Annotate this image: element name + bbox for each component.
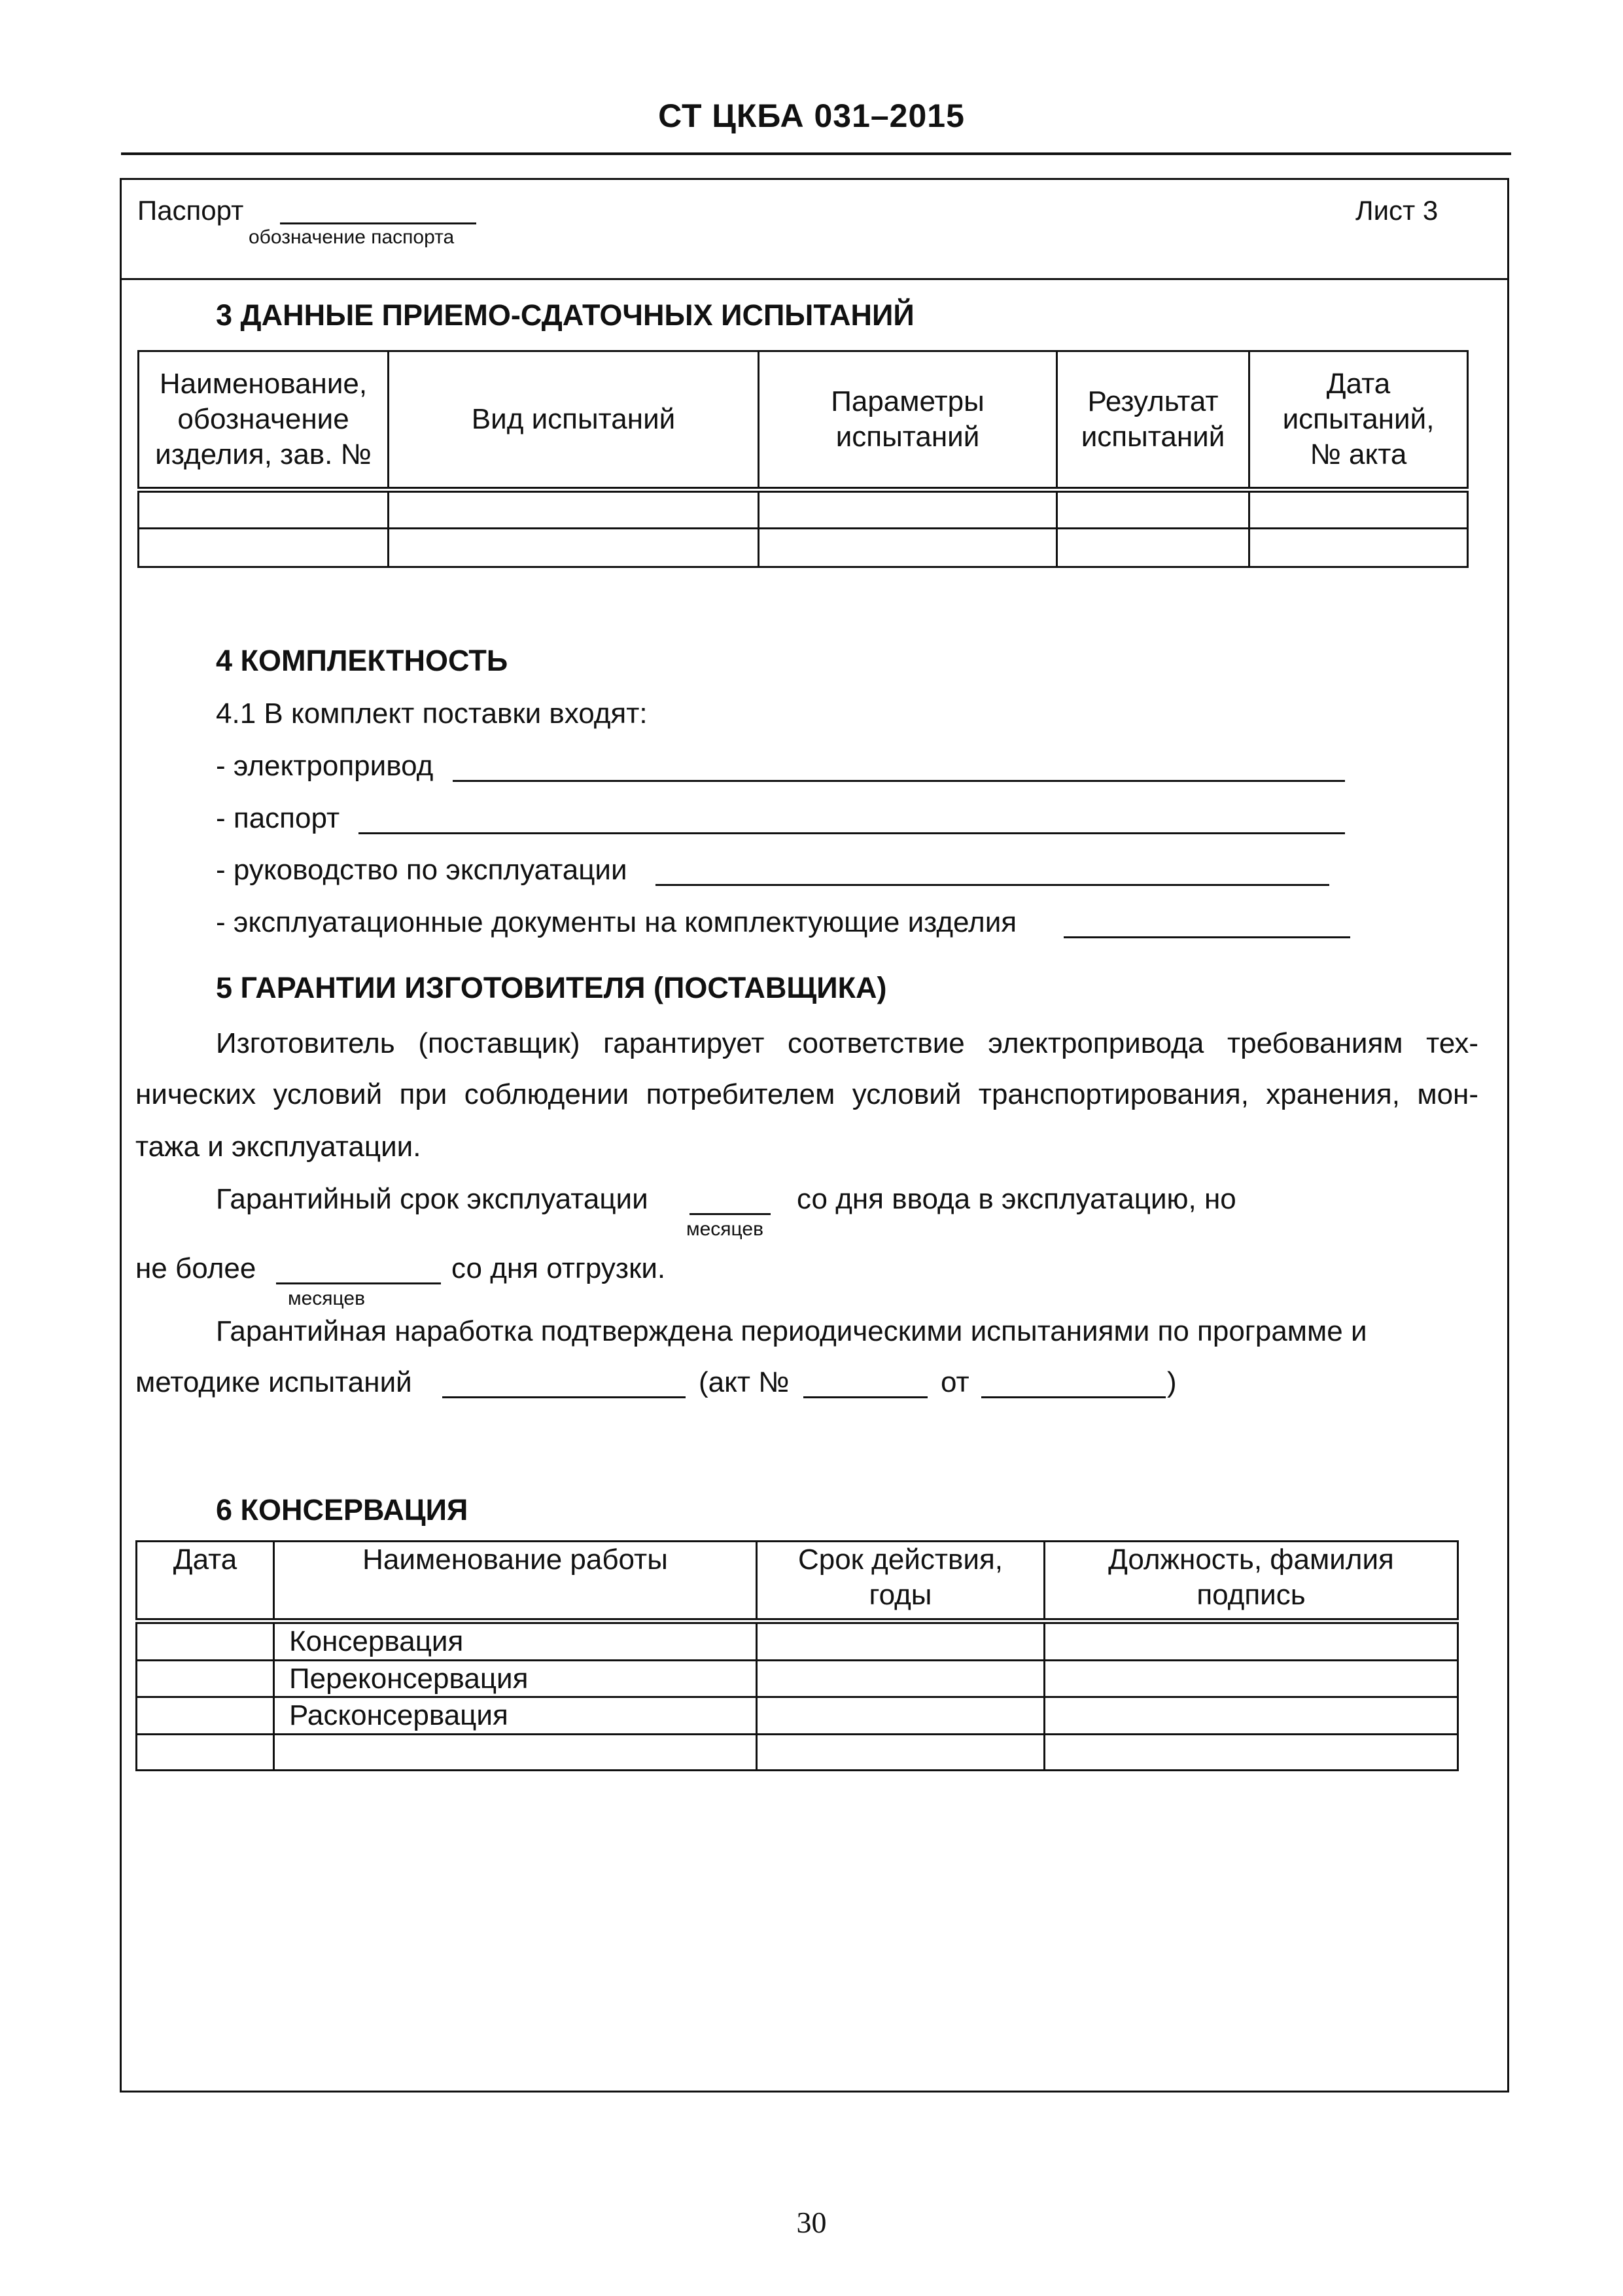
kit-item-drive-field[interactable]	[453, 780, 1345, 782]
passport-designation-caption: обозначение паспорта	[249, 226, 455, 248]
table-cell[interactable]	[759, 529, 1057, 567]
table-cell[interactable]	[389, 529, 759, 567]
table-row	[137, 1660, 1458, 1697]
work-deconservation: Расконсервация	[274, 1697, 757, 1735]
column-header-work-name: Наименование работы	[274, 1542, 757, 1621]
warranty-max-text: со дня отгрузки.	[451, 1252, 666, 1284]
table-cell[interactable]	[1249, 529, 1468, 567]
table-cell[interactable]	[757, 1697, 1045, 1735]
section-5-title: 5 ГАРАНТИИ ИЗГОТОВИТЕЛЯ (ПОСТАВЩИКА)	[216, 971, 887, 1004]
table-row	[139, 490, 1468, 529]
act-number-label: (акт №	[699, 1366, 790, 1398]
kit-item-passport: - паспорт	[216, 802, 340, 834]
table-cell[interactable]	[1045, 1735, 1458, 1771]
table-cell[interactable]	[137, 1697, 274, 1735]
column-header-position-signature: Должность, фамилия подпись	[1045, 1542, 1458, 1621]
kit-item-component-docs: - эксплуатационные документы на комплектующие изделия	[216, 906, 1017, 938]
table-cell[interactable]	[139, 529, 389, 567]
table-cell[interactable]	[137, 1735, 274, 1771]
table-cell[interactable]	[1249, 490, 1468, 529]
table-cell[interactable]	[137, 1621, 274, 1661]
warranty-period-text: со дня ввода в эксплуатацию, но	[797, 1183, 1236, 1215]
table-cell[interactable]	[759, 490, 1057, 529]
table-cell[interactable]	[757, 1621, 1045, 1661]
passport-label: Паспорт	[137, 195, 244, 226]
section-4-title: 4 КОМПЛЕКТНОСТЬ	[216, 644, 508, 677]
table-row	[137, 1735, 1458, 1771]
table-cell[interactable]	[139, 490, 389, 529]
warranty-paragraph-line-1: Изготовитель (поставщик) гарантирует соответствие электропривода требованиям тех-	[216, 1027, 1478, 1059]
kit-item-manual-field[interactable]	[655, 884, 1329, 886]
column-header-test-result: Результат испытаний	[1057, 351, 1249, 490]
table-cell[interactable]	[757, 1735, 1045, 1771]
table-cell[interactable]	[757, 1660, 1045, 1697]
column-header-test-date: Дата испытаний, № акта	[1249, 351, 1468, 490]
section-4-intro: 4.1 В комплект поставки входят:	[216, 698, 648, 730]
document-code: СТ ЦКБА 031–2015	[658, 97, 965, 134]
warranty-max-label: не более	[135, 1252, 256, 1284]
kit-item-drive: - электропривод	[216, 750, 434, 782]
table-row	[139, 529, 1468, 567]
table-cell[interactable]	[389, 490, 759, 529]
table-cell[interactable]	[274, 1735, 757, 1771]
kit-item-component-docs-field[interactable]	[1064, 936, 1350, 938]
frame-header-rule	[120, 278, 1509, 280]
conservation-table	[135, 1540, 1459, 1771]
table-row	[137, 1621, 1458, 1661]
act-date-label: от	[941, 1366, 969, 1398]
warranty-max-field[interactable]	[276, 1282, 441, 1284]
table-cell[interactable]	[1045, 1621, 1458, 1661]
operating-time-line-1: Гарантийная наработка подтверждена периодическими испытаниями по программе и	[216, 1315, 1367, 1347]
column-header-test-type: Вид испытаний	[389, 351, 759, 490]
column-header-item: Наименование, обозначение изделия, зав. №	[139, 351, 389, 490]
warranty-period-field[interactable]	[689, 1213, 771, 1215]
warranty-period-caption: месяцев	[686, 1218, 764, 1240]
table-cell[interactable]	[1057, 529, 1249, 567]
passport-designation-field[interactable]	[280, 222, 476, 224]
page-number: 30	[796, 2206, 827, 2239]
warranty-paragraph-line-3: тажа и эксплуатации.	[135, 1131, 421, 1163]
acceptance-tests-table	[137, 350, 1469, 568]
kit-item-passport-field[interactable]	[358, 832, 1345, 834]
header-rule	[121, 152, 1511, 155]
test-methodology-field[interactable]	[442, 1396, 686, 1398]
warranty-max-caption: месяцев	[288, 1288, 366, 1309]
section-6-title: 6 КОНСЕРВАЦИЯ	[216, 1493, 468, 1527]
column-header-date: Дата	[137, 1542, 274, 1621]
table-cell[interactable]	[137, 1660, 274, 1697]
kit-item-manual: - руководство по эксплуатации	[216, 854, 627, 886]
act-number-field[interactable]	[803, 1396, 928, 1398]
act-close-paren: )	[1167, 1366, 1177, 1398]
act-date-field[interactable]	[981, 1396, 1166, 1398]
column-header-validity: Срок действия, годы	[757, 1542, 1045, 1621]
table-row	[137, 1697, 1458, 1735]
table-cell[interactable]	[1045, 1697, 1458, 1735]
warranty-paragraph-line-2: нических условий при соблюдении потребителем условий транспортирования, хранения, мон-	[135, 1078, 1478, 1110]
operating-time-methodology-label: методике испытаний	[135, 1366, 412, 1398]
table-cell[interactable]	[1057, 490, 1249, 529]
work-reconservation: Переконсервация	[274, 1660, 757, 1697]
work-conservation: Консервация	[274, 1621, 757, 1661]
column-header-test-parameters: Параметры испытаний	[759, 351, 1057, 490]
table-cell[interactable]	[1045, 1660, 1458, 1697]
warranty-period-label: Гарантийный срок эксплуатации	[216, 1183, 648, 1215]
section-3-title: 3 ДАННЫЕ ПРИЕМО-СДАТОЧНЫХ ИСПЫТАНИЙ	[216, 298, 915, 332]
sheet-number: Лист 3	[1355, 195, 1439, 226]
